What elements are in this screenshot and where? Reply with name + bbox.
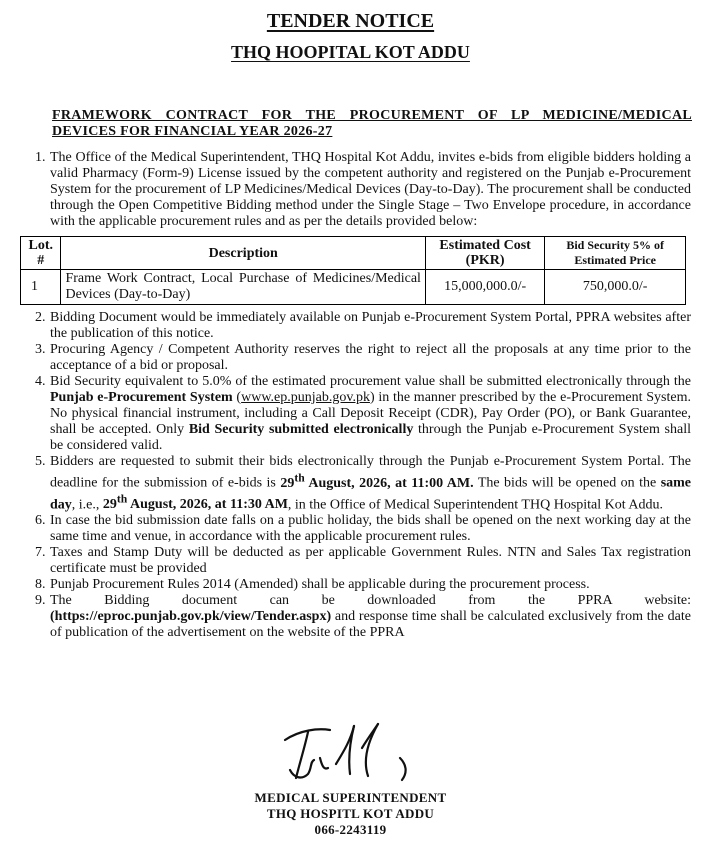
item-number: 7. [35,545,46,561]
item-text: Procuring Agency / Competent Authority reserves the right to reject all the proposals at any time prior to the acceptance of a bid or proposal. [50,342,691,373]
signatory-organization: THQ HOSPITL KOT ADDU [266,806,435,821]
item-text: The Bidding document can be downloaded from the PPRA website: [50,593,691,609]
header-estimated-cost: Estimated Cost (PKR) [425,237,544,270]
notice-item-7 [35,545,691,577]
cell-bid-security: 750,000.0/- [545,270,686,305]
item-text: ) in the manner prescribed by the e-Procurement System. No physical financial instrument, including a Call Deposit Receipt (CDR), Pay Order (PO), or Bank Guarantee, shall be accepted. Only [50,390,691,437]
item-text: In case the bid submission date falls on a public holiday, the bids shall be opened on the next working day at the same time and venue, in accordance with the applicable procurement rules. [50,513,691,545]
notice-item-8 [35,577,691,593]
cell-lot: 1 [21,270,61,305]
item-number: 4. [35,374,46,389]
item-text: through the Punjab e-Procurement System shall be considered valid. [50,422,692,453]
eprocurement-link[interactable]: www.ep.punjab.gov.pk [241,390,370,405]
notice-item-4 [35,374,691,454]
notice-title: TENDER NOTICE [266,10,435,32]
item-text: Bidders are requested to submit their bids electronically through the Punjab e-Procurement System Portal. The deadline for the submission of e-bids is [50,454,691,491]
same-day-emphasis: same day [50,475,692,513]
item-number: 1. [35,150,46,165]
item-number: 2. [35,310,46,325]
lot-table [20,236,686,305]
item-text: The Office of the Medical Superintendent, THQ Hospital Kot Addu, invites e-bids from eligible bidders holding a valid Pharmacy (Form-9) License issued by the competent authority and registered on the Punjab e-Procurement System for the procurement of LP Medicines/Medical Devices (Day-to-Day). The procurement shall be conducted through the Open Competitive Bidding method under the Single Stage – Two Envelope procedure, in accordance with the applicable procurement rules and as per the details provided below: [50,150,691,229]
ppra-tender-link[interactable]: (https://eproc.punjab.gov.pk/view/Tender.aspx) [50,609,332,625]
item-text: Bidding Document would be immediately available on Punjab e-Procurement System Portal, PPRA websites after the publication of this notice. [50,310,691,341]
signature-icon [250,718,470,788]
item-text: ( [232,390,242,405]
cell-estimated-cost: 15,000,000.0/- [425,270,544,305]
system-name: Punjab e-Procurement System [50,390,233,405]
notice-item-2 [35,310,691,342]
item-text: Bid Security equivalent to 5.0% of the estimated procurement value shall be submitted electronically through the [50,374,691,389]
item-text: , in the Office of Medical Superintendent THQ Hospital Kot Addu. [287,497,663,513]
header-description: Description [61,237,425,270]
item-text: , i.e., [71,497,103,513]
item-number: 3. [35,342,46,357]
item-text: Punjab Procurement Rules 2014 (Amended) shall be applicable during the procurement process. [50,577,590,593]
item-number: 9. [35,593,46,609]
signatory-title: MEDICAL SUPERINTENDENT [254,790,447,805]
notice-item-9 [35,593,691,641]
signatory-phone: 066-2243119 [314,822,387,837]
handwritten-signature [250,718,470,788]
item-number: 6. [35,513,46,529]
bid-security-emphasis: Bid Security submitted electronically [188,422,414,437]
contract-heading-line-1: FRAMEWORK CONTRACT FOR THE PROCUREMENT OF LP MEDICINE/MEDICAL [52,108,692,123]
hospital-name: THQ HOOPITAL KOT ADDU [231,42,470,62]
opening-time: 29th August, 2026, at 11:30 AM [102,492,288,513]
notice-items [28,150,692,641]
item-number: 8. [35,577,46,593]
header-bid-security: Bid Security 5% of Estimated Price [545,237,686,270]
cell-description: Frame Work Contract, Local Purchase of Medicines/Medical Devices (Day-to-Day) [61,270,425,305]
item-text: and response time shall be calculated exclusively from the date of publication of the advertisement on the website of the PPRA [50,609,691,641]
submission-deadline: 29th August, 2026, at 11:00 AM. [280,471,474,491]
item-number: 5. [35,454,46,469]
notice-item-3 [35,342,691,374]
item-text: The bids will be opened on the [473,475,661,491]
notice-item-1 [35,150,691,230]
notice-item-5 [35,454,691,513]
header-lot: Lot. # [21,237,61,270]
table-row [21,270,686,305]
table-wrapper [28,236,691,305]
item-text: Taxes and Stamp Duty will be deducted as per applicable Government Rules. NTN and Sales Tax registration certificate must be provided [50,545,691,577]
table-header-row [21,237,686,270]
contract-heading-line-2: DEVICES FOR FINANCIAL YEAR 2026-27 [52,124,333,139]
notice-item-6 [35,513,691,545]
